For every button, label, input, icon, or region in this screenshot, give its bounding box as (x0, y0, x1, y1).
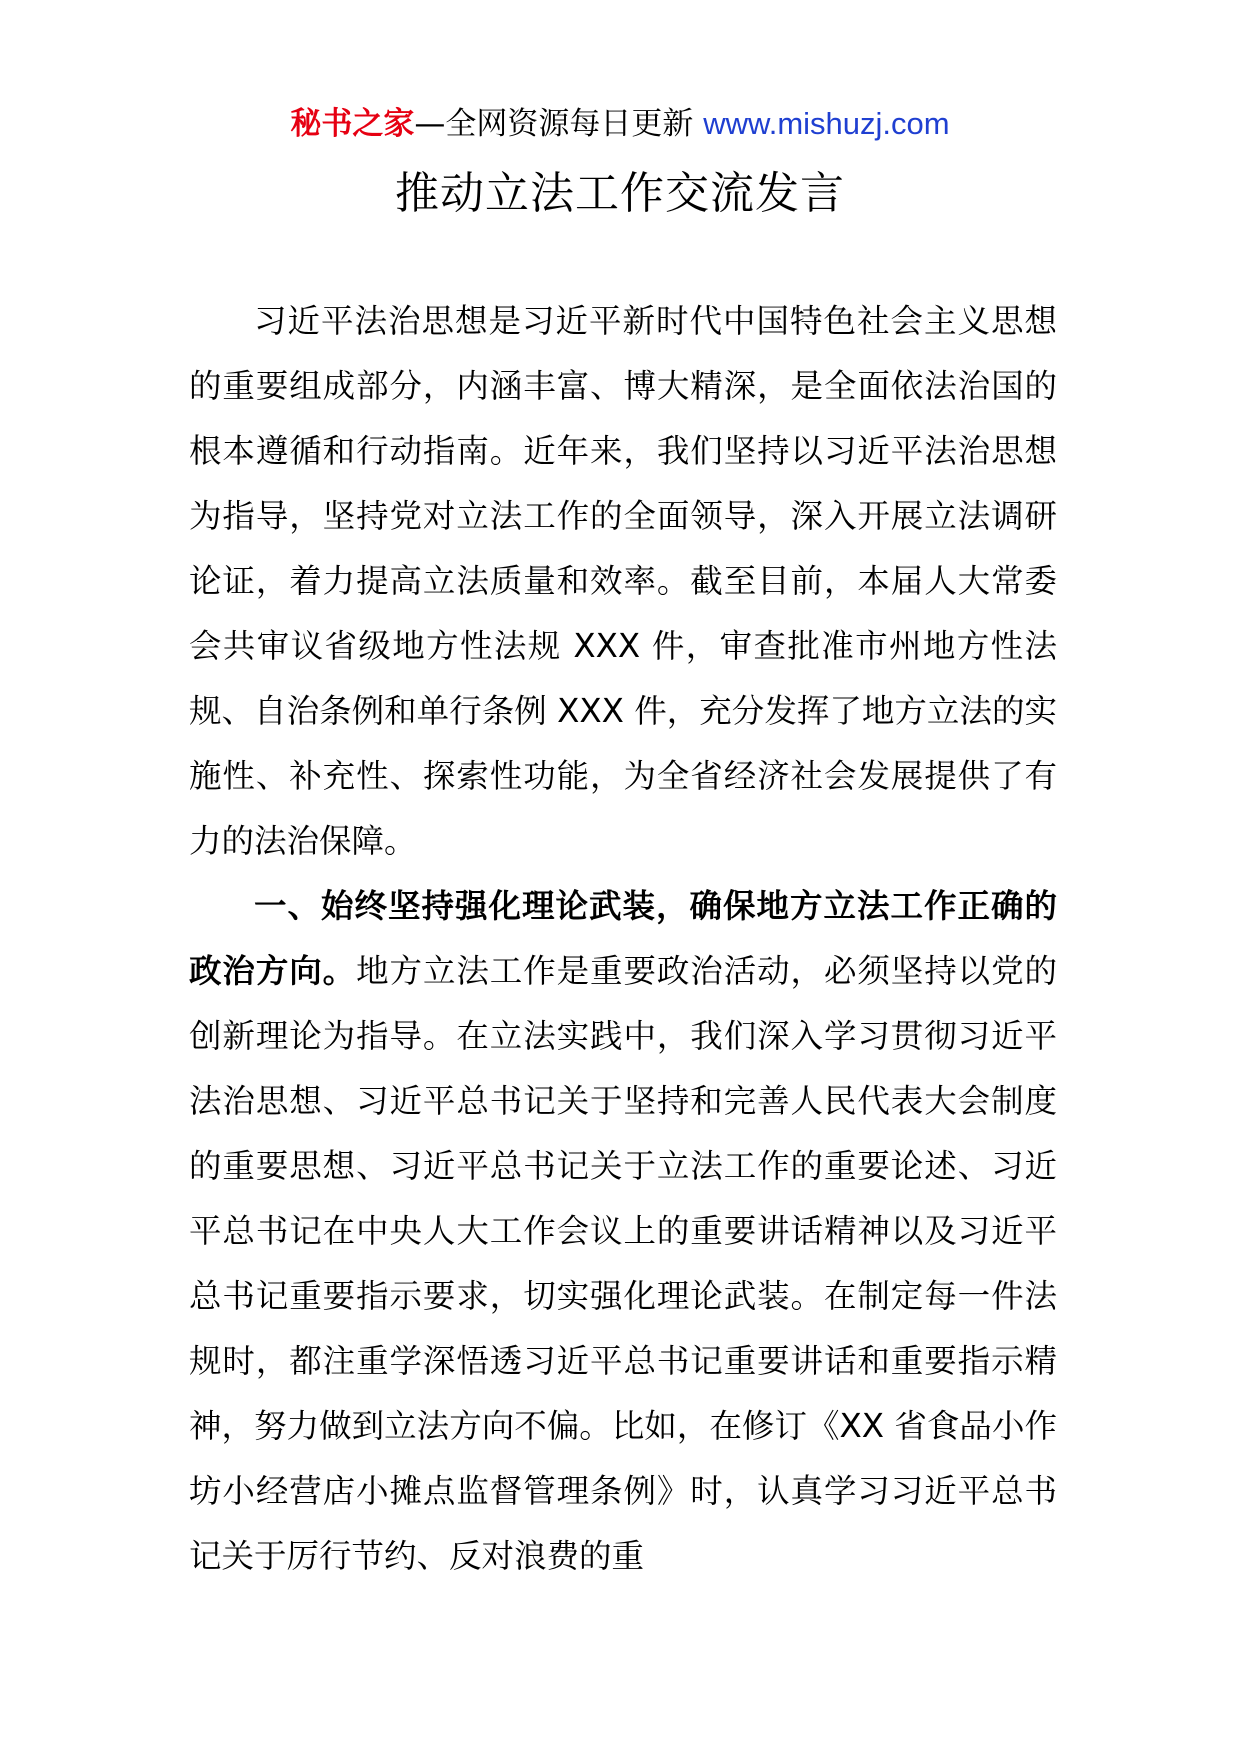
site-header (0, 104, 1240, 144)
brand-name: 秘书之家 (290, 106, 415, 142)
paragraph-section-one (189, 874, 1057, 1589)
header-tagline: —全网资源每日更新 (414, 106, 704, 142)
paragraph-intro (189, 289, 1057, 874)
document-body (189, 289, 1057, 1589)
section-heading: 一、始终坚持强化理论武装，确保地方立法工作正确的政治方向。 (189, 887, 1057, 990)
document-title: 推动立法工作交流发言 (395, 168, 845, 219)
site-url-link[interactable]: www.mishuzj.com (703, 106, 950, 141)
paragraph-text: 习近平法治思想是习近平新时代中国特色社会主义思想的重要组成部分，内涵丰富、博大精深，是全面依法治国的根本遵循和行动指南。近年来，我们坚持以习近平法治思想为指导，坚持党对立法工作的全面领导，深入开展立法调研论证，着力提高立法质量和效率。截至目前，本届人大常委会共审议省级地方性法规 XXX 件，审查批准市州地方性法规、自治条例和单行条例 XXX 件，充分发挥了地方立法的实施性、补充性、探索性功能，为全省经济社会发展提供了有力的法治保障。 (189, 302, 1057, 860)
paragraph-text: 地方立法工作是重要政治活动，必须坚持以党的创新理论为指导。在立法实践中，我们深入学习贯彻习近平法治思想、习近平总书记关于坚持和完善人民代表大会制度的重要思想、习近平总书记关于立法工作的重要论述、习近平总书记在中央人大工作会议上的重要讲话精神以及习近平总书记重要指示要求，切实强化理论武装。在制定每一件法规时，都注重学深悟透习近平总书记重要讲话和重要指示精神，努力做到立法方向不偏。比如，在修订《XX 省食品小作坊小经营店小摊点监督管理条例》时，认真学习习近平总书记关于厉行节约、反对浪费的重 (189, 952, 1057, 1575)
